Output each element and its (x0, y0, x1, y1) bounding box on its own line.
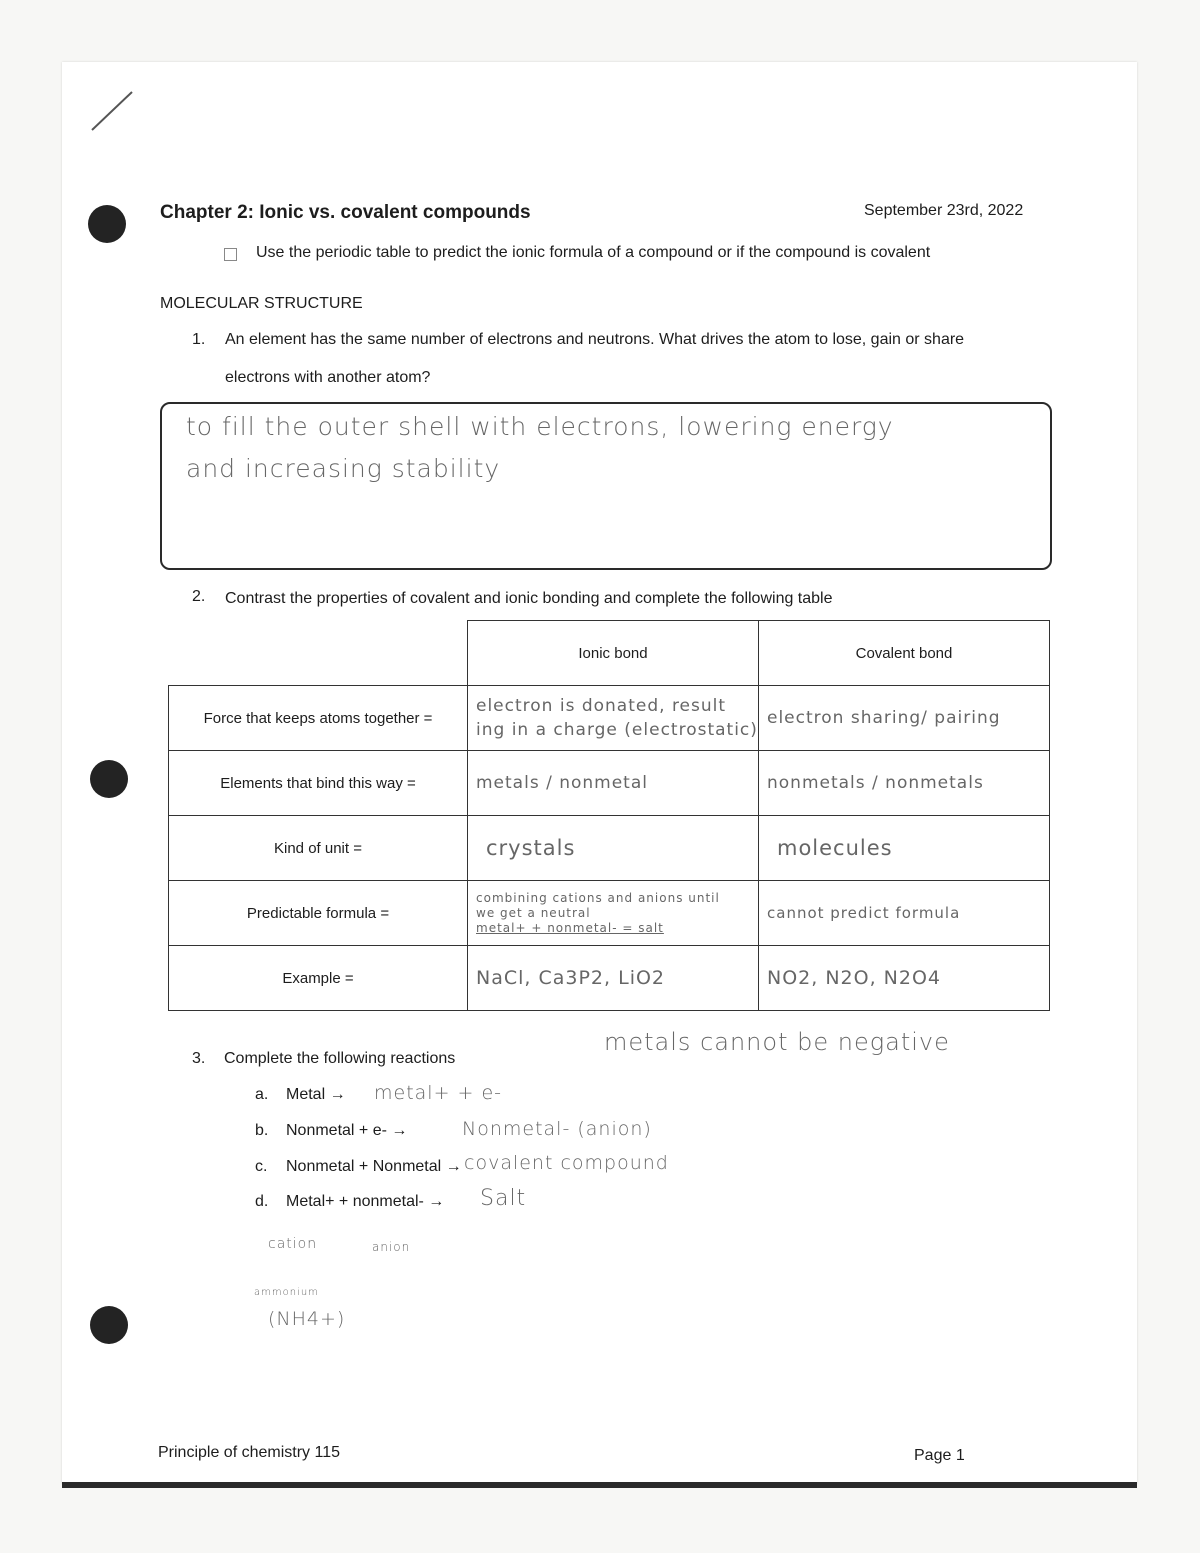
ionic-cell[interactable] (468, 686, 759, 751)
footer-course: Principle of chemistry 115 (158, 1444, 340, 1461)
ionic-answer: NaCl, Ca3P2, LiO2 (476, 967, 666, 989)
q2-text: Contrast the properties of covalent and ionic bonding and complete the following table (225, 590, 833, 607)
row-label: Kind of unit = (169, 816, 468, 881)
objective-text: Use the periodic table to predict the ionic formula of a compound or if the compound is covalent (256, 244, 931, 261)
ammonium-formula: (NH4+) (268, 1308, 346, 1330)
anion-annotation: anion (372, 1240, 411, 1254)
table-row (169, 881, 1050, 946)
reaction-b-letter: b. (255, 1122, 269, 1139)
ionic-cell[interactable] (468, 946, 759, 1011)
ionic-answer-line2: we get a neutral (476, 905, 591, 920)
reaction-c-text: Nonmetal + Nonmetal → (286, 1158, 462, 1175)
ammonium-annotation: ammonium (254, 1287, 319, 1298)
q1-answer-line2: and increasing stability (186, 454, 501, 483)
reaction-a-text: Metal → (286, 1086, 346, 1103)
q1-number: 1. (192, 331, 206, 348)
punch-hole (88, 205, 126, 243)
row-label: Force that keeps atoms together = (169, 686, 468, 751)
q3-note: metals cannot be negative (604, 1028, 950, 1056)
table-row (169, 816, 1050, 881)
covalent-cell[interactable] (759, 946, 1050, 1011)
q3-number: 3. (192, 1050, 206, 1067)
covalent-answer: NO2, N2O, N2O4 (767, 967, 942, 989)
column-header-covalent: Covalent bond (759, 621, 1050, 686)
bonding-table (168, 620, 1050, 1011)
ionic-cell[interactable] (468, 751, 759, 816)
reaction-c-answer: covalent compound (464, 1152, 669, 1174)
paper-edge (62, 1482, 1137, 1488)
cation-annotation: cation (268, 1236, 318, 1252)
ionic-answer: metals / nonmetal (476, 773, 648, 793)
check-mark-icon (88, 88, 138, 138)
covalent-cell[interactable] (759, 816, 1050, 881)
objective-checkbox[interactable] (224, 248, 237, 261)
covalent-cell[interactable] (759, 686, 1050, 751)
covalent-answer: nonmetals / nonmetals (767, 773, 984, 793)
covalent-answer: cannot predict formula (767, 904, 961, 922)
ionic-cell[interactable] (468, 816, 759, 881)
q2-number: 2. (192, 588, 206, 605)
reaction-a-answer: metal+ + e- (374, 1082, 503, 1104)
covalent-answer: molecules (777, 836, 893, 860)
reaction-d-letter: d. (255, 1193, 269, 1210)
table-corner (169, 621, 468, 686)
row-label: Predictable formula = (169, 881, 468, 946)
section-heading: MOLECULAR STRUCTURE (160, 295, 363, 312)
reaction-b-text: Nonmetal + e- → (286, 1122, 408, 1139)
reaction-a-letter: a. (255, 1086, 269, 1103)
table-header-row (169, 621, 1050, 686)
ionic-answer: crystals (486, 836, 576, 860)
covalent-cell[interactable] (759, 751, 1050, 816)
covalent-cell[interactable] (759, 881, 1050, 946)
punch-hole (90, 1306, 128, 1344)
q1-text-line2: electrons with another atom? (225, 369, 431, 386)
reaction-c-letter: c. (255, 1158, 268, 1175)
q1-text-line1: An element has the same number of electrons and neutrons. What drives the atom to lose, gain or share (225, 331, 965, 348)
row-label: Elements that bind this way = (169, 751, 468, 816)
covalent-answer: electron sharing/ pairing (767, 708, 1001, 728)
ionic-answer-line1: combining cations and anions until (476, 890, 720, 905)
ionic-answer: electron is donated, result ing in a charge (electrostatic) (476, 696, 758, 740)
table-row (169, 751, 1050, 816)
footer-page: Page 1 (914, 1447, 965, 1464)
chapter-title: Chapter 2: Ionic vs. covalent compounds (160, 202, 531, 223)
reaction-b-answer: Nonmetal- (anion) (462, 1118, 652, 1140)
row-label: Example = (169, 946, 468, 1011)
table-row (169, 686, 1050, 751)
punch-hole (90, 760, 128, 798)
ionic-answer-line3: metal+ + nonmetal- = salt (476, 920, 664, 935)
q3-text: Complete the following reactions (224, 1050, 456, 1067)
reaction-d-answer: Salt (480, 1186, 527, 1211)
q1-answer-line1: to fill the outer shell with electrons, lowering energy (186, 412, 894, 441)
date (864, 202, 1023, 220)
column-header-ionic: Ionic bond (468, 621, 759, 686)
date-text: September 23rd, 2022 (864, 202, 1024, 219)
ionic-cell[interactable] (468, 881, 759, 946)
table-row (169, 946, 1050, 1011)
reaction-d-text: Metal+ + nonmetal- → (286, 1193, 445, 1210)
